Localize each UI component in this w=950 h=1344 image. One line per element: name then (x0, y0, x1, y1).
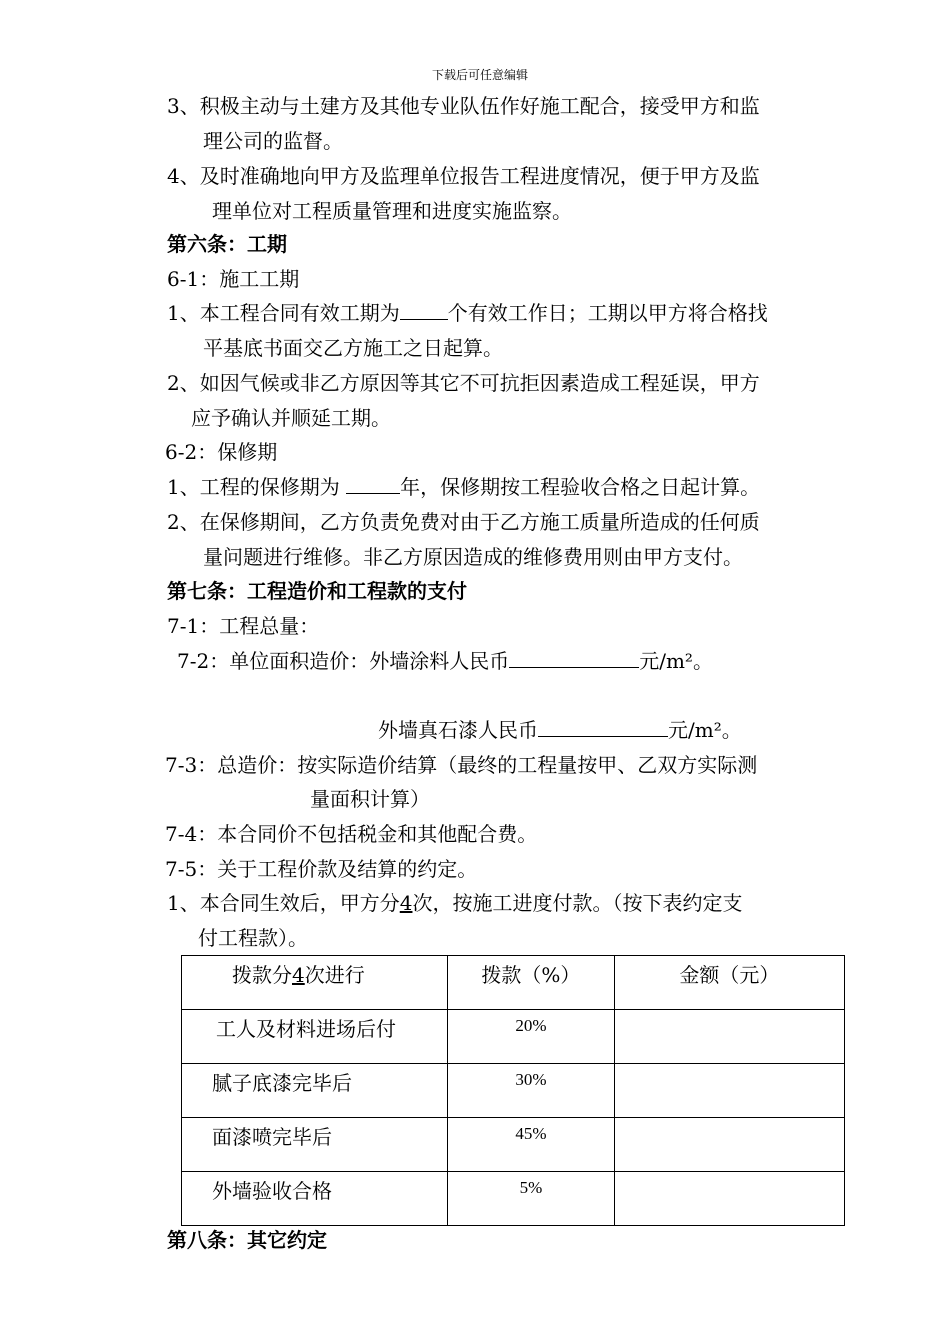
amount-cell[interactable] (614, 1064, 844, 1118)
blank-workdays[interactable] (400, 299, 448, 320)
table-row (182, 1118, 845, 1172)
table-row (182, 1172, 845, 1226)
article-6-para-4-line-1: 2、在保修期间，乙方负责免费对由于乙方施工质量所造成的任何质 (167, 510, 760, 534)
stage-cell: 工人及材料进场后付 (182, 1010, 448, 1064)
article-8-title: 第八条：其它约定 (167, 1228, 327, 1252)
page-header: 下载后可任意编辑 (431, 68, 528, 82)
para-text: 次，按施工进度付款。（按下表约定支 (412, 891, 743, 915)
header-text: 次进行 (304, 963, 365, 987)
header-cell-amount: 金额（元） (614, 956, 844, 1010)
percent-cell: 5% (448, 1172, 615, 1226)
section-6-1: 6-1：施工工期 (167, 267, 300, 291)
percent-cell: 20% (448, 1010, 615, 1064)
section-7-2 (177, 647, 713, 675)
amount-cell[interactable] (614, 1172, 844, 1226)
para-text: 个有效工作日；工期以甲方将合格找 (447, 301, 768, 325)
stage-cell: 面漆喷完毕后 (182, 1118, 448, 1172)
amount-cell[interactable] (614, 1010, 844, 1064)
table-row (182, 1064, 845, 1118)
percent-cell: 30% (448, 1064, 615, 1118)
blank-stone-paint-price[interactable] (538, 716, 668, 737)
section-7-3-line-2: 量面积计算） (310, 787, 430, 811)
blank-warranty-years[interactable] (346, 473, 400, 494)
section-7-2-stone-paint (378, 716, 742, 744)
table-row (182, 1010, 845, 1064)
para-text: 外墙真石漆人民币 (378, 718, 538, 742)
table-header-row (182, 956, 845, 1010)
para-text: 1、工程的保修期为 (167, 475, 347, 499)
section-7-3-line-1: 7-3：总造价：按实际造价结算（最终的工程量按甲、乙双方实际测 (165, 753, 758, 777)
para-text: 年，保修期按工程验收合格之日起计算。 (400, 475, 761, 499)
para-text: 1、本工程合同有效工期为 (167, 301, 400, 325)
article-6-para-1-line-2: 平基底书面交乙方施工之日起算。 (203, 336, 503, 360)
item-4-line-2: 理单位对工程质量管理和进度实施监察。 (212, 199, 572, 223)
article-6-title: 第六条：工期 (167, 232, 287, 256)
item-3-line-1: 3、积极主动与土建方及其他专业队伍作好施工配合，接受甲方和监 (167, 94, 760, 118)
payment-table (181, 955, 845, 1226)
section-7-5: 7-5：关于工程价款及结算的约定。 (165, 857, 478, 881)
para-text: 元/m²。 (639, 649, 713, 673)
article-7-para-1-line-2: 付工程款）。 (198, 926, 308, 950)
article-7-para-1-line-1 (167, 889, 742, 917)
installment-count: 4 (399, 891, 413, 915)
item-4-line-1: 4、及时准确地向甲方及监理单位报告工程进度情况，便于甲方及监 (167, 164, 760, 188)
section-7-4: 7-4：本合同价不包括税金和其他配合费。 (165, 822, 538, 846)
article-6-para-4-line-2: 量问题进行维修。非乙方原因造成的维修费用则由甲方支付。 (203, 545, 743, 569)
section-6-2: 6-2：保修期 (165, 440, 278, 464)
header-installment-count: 4 (292, 963, 305, 987)
article-6-para-3 (167, 473, 760, 501)
para-text: 7-2：单位面积造价：外墙涂料人民币 (177, 649, 510, 673)
article-6-para-1-line-1 (167, 299, 768, 327)
item-3-line-2: 理公司的监督。 (203, 129, 343, 153)
header-cell-stage (182, 956, 448, 1010)
para-text: 1、本合同生效后，甲方分 (167, 891, 400, 915)
stage-cell: 外墙验收合格 (182, 1172, 448, 1226)
para-text: 元/m²。 (668, 718, 742, 742)
percent-cell: 45% (448, 1118, 615, 1172)
blank-coating-price[interactable] (509, 647, 639, 668)
stage-cell: 腻子底漆完毕后 (182, 1064, 448, 1118)
section-7-1: 7-1：工程总量： (167, 614, 320, 638)
amount-cell[interactable] (614, 1118, 844, 1172)
header-text: 拨款分 (232, 963, 292, 987)
article-7-title: 第七条：工程造价和工程款的支付 (167, 579, 467, 603)
article-6-para-2-line-1: 2、如因气候或非乙方原因等其它不可抗拒因素造成工程延误，甲方 (167, 371, 760, 395)
header-cell-percent: 拨款（%） (448, 956, 615, 1010)
article-6-para-2-line-2: 应予确认并顺延工期。 (191, 406, 391, 430)
